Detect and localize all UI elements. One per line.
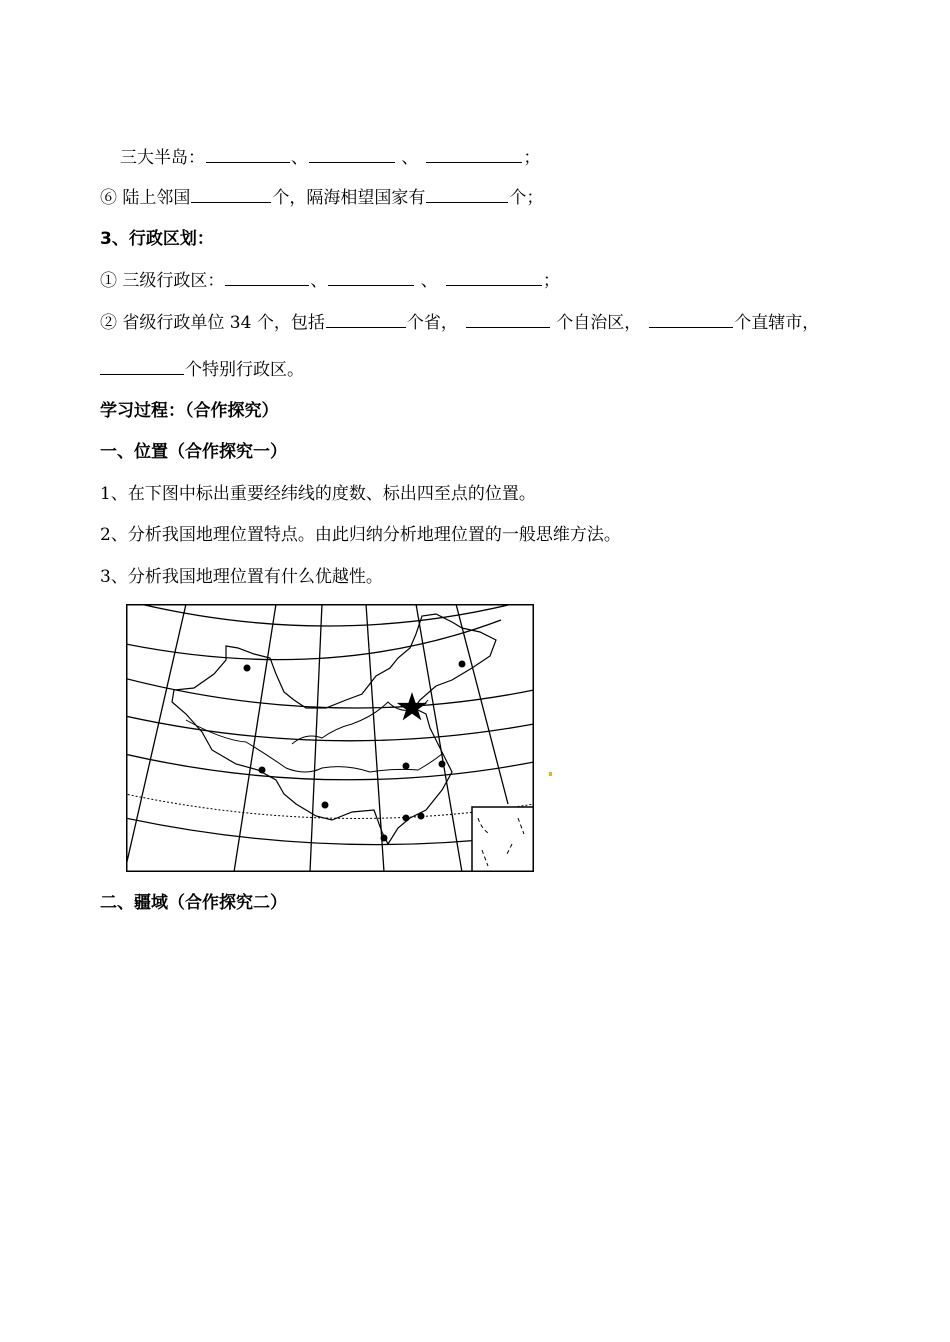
south-china-sea-inset (472, 807, 534, 872)
admin-level-blank-3[interactable] (446, 269, 542, 286)
provincial-prefix: ② 省级行政单位 34 个，包括 (100, 313, 325, 333)
admin-level-blank-1[interactable] (225, 269, 309, 286)
land-neighbors-blank[interactable] (191, 186, 271, 203)
city-dot-icon (244, 661, 466, 842)
provincial-line (100, 311, 819, 334)
neighbors-prefix: ⑥ 陆上邻国 (100, 188, 191, 208)
latitude-line (126, 752, 534, 780)
section1-heading: 一、位置（合作探究一） (100, 442, 287, 462)
peninsula-blank-2[interactable] (309, 146, 395, 163)
task-2: 2、分析我国地理位置特点。由此归纳分析地理位置的一般思维方法。 (100, 525, 621, 545)
process-heading: 学习过程：（合作探究） (100, 401, 279, 421)
admin-level-blank-2[interactable] (328, 269, 414, 286)
admin-levels-line (100, 269, 560, 292)
autonomous-label: 个自治区， (550, 313, 642, 333)
task-3: 3、分析我国地理位置有什么优越性。 (100, 567, 383, 587)
peninsulas-label: 三大半岛： (120, 148, 205, 168)
autonomous-blank[interactable] (466, 311, 550, 328)
sar-line (100, 358, 304, 381)
admin-heading: 3、行政区划： (100, 229, 214, 249)
task-1: 1、在下图中标出重要经纬线的度数、标出四至点的位置。 (100, 484, 536, 504)
sar-label: 个特别行政区。 (185, 360, 304, 380)
municipal-blank[interactable] (649, 311, 733, 328)
peninsula-blank-3[interactable] (426, 146, 522, 163)
separator: 、 (415, 271, 438, 291)
peninsula-blank-1[interactable] (206, 146, 290, 163)
longitude-line (126, 604, 186, 866)
separator: 、 (291, 148, 308, 168)
end-punct: ； (542, 271, 560, 291)
end-punct: ； (523, 148, 541, 168)
provinces-label: 个省， (406, 313, 458, 333)
sea-neighbors-blank[interactable] (426, 186, 508, 203)
latitude-line (126, 714, 534, 741)
section2-heading: 二、疆域（合作探究二） (100, 893, 287, 913)
sar-blank[interactable] (100, 358, 184, 375)
neighbors-mid: 个，隔海相望国家有 (272, 188, 426, 208)
latitude-line (126, 676, 534, 708)
admin-levels-label: ① 三级行政区： (100, 271, 225, 291)
neighbors-end: 个； (509, 188, 544, 208)
china-outline-map[interactable] (126, 604, 534, 872)
separator: 、 (310, 271, 328, 291)
municipal-label: 个直辖市， (734, 313, 820, 333)
neighbors-line (100, 186, 543, 209)
separator: 、 (396, 148, 419, 168)
provinces-blank[interactable] (326, 311, 406, 328)
stray-mark (549, 772, 552, 776)
longitude-line (310, 604, 322, 872)
peninsulas-line (120, 146, 540, 169)
china-border (172, 614, 496, 844)
longitude-line (456, 604, 508, 804)
